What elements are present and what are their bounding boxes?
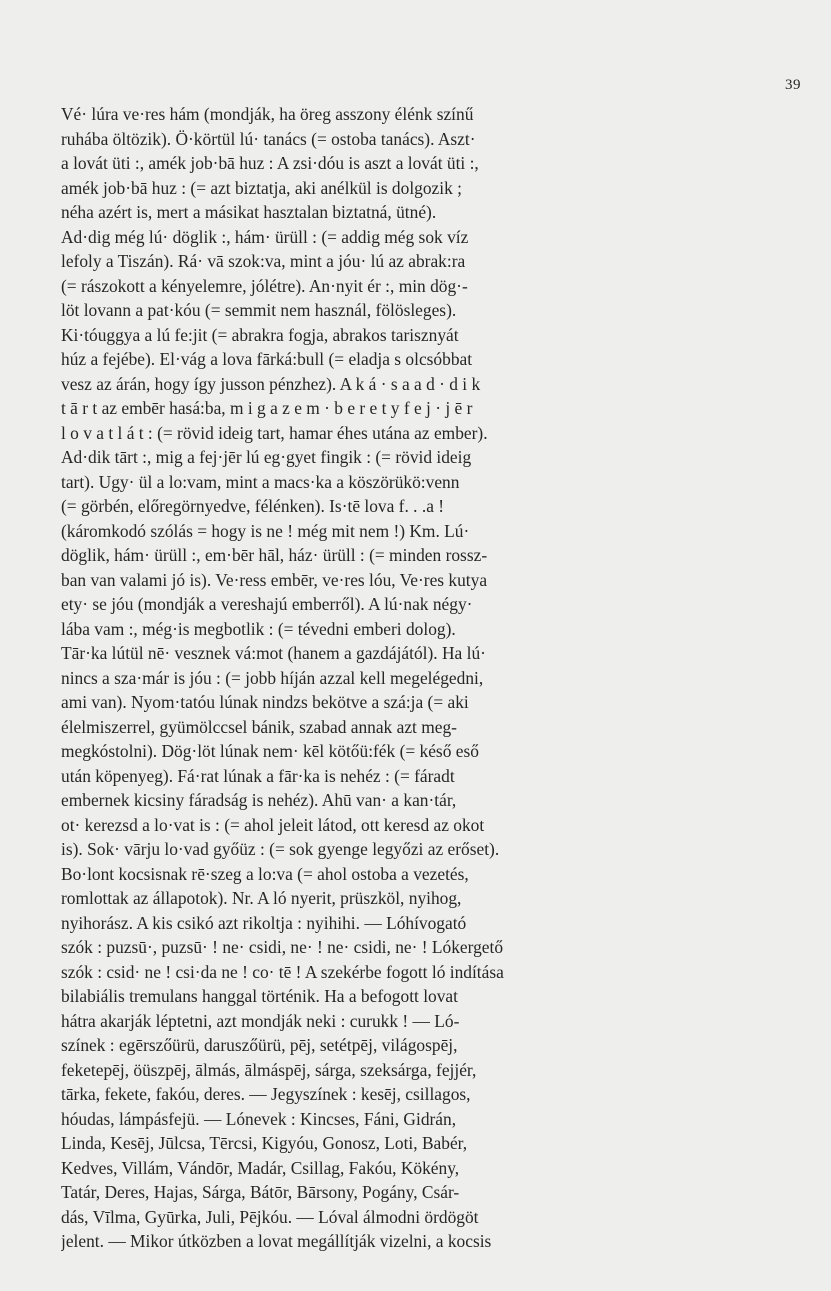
text-line: lefoly a Tiszán). Rá· vā szok:va, mint a jóu· lú az abrak:ra xyxy=(61,251,466,271)
text-line: romlottak az állapotok). Nr. A ló nyerit, prüszköl, nyihog, xyxy=(61,888,462,908)
text-line: jelent. — Mikor útközben a lovat megállítják vizelni, a kocsis xyxy=(61,1231,492,1251)
text-line: Tatár, Deres, Hajas, Sárga, Bátōr, Bārsony, Pogány, Csár- xyxy=(61,1182,460,1202)
text-line: nyihorász. A kis csikó azt rikoltja : nyihihi. — Lóhívogató xyxy=(61,912,467,933)
text-line: embernek kicsiny fáradság is nehéz). Ahū van· a kan·tár, xyxy=(61,790,457,810)
text-line: (káromkodó szólás = hogy is ne ! még mit nem !) Km. Lú· xyxy=(61,520,470,541)
text-line: ety· se jóu (mondják a vereshajú emberről). A lú·nak négy· xyxy=(61,594,473,614)
text-line: nincs a sza·már is jóu : (= jobb híján azzal kell megelégedni, xyxy=(61,667,484,688)
text-line: Ki·tóuggya a lú fe:jit (= abrakra fogja, abrakos tarisznyát xyxy=(61,324,459,345)
text-line: hóudas, lámpásfejü. — Lónevek : Kincses, Fáni, Gidrán, xyxy=(61,1108,457,1129)
text-line: élelmiszerrel, gyümölccsel bánik, szabad annak azt meg- xyxy=(61,716,457,737)
text-line: tārka, fekete, fakóu, deres. — Jegyszínek : kesēj, csillagos, xyxy=(61,1084,471,1104)
text-line: amék job·bā huz : (= azt biztatja, aki anélkül is dolgozik ; xyxy=(61,177,462,198)
text-line: Tār·ka lútül nē· vesznek vá:mot (hanem a gazdájától). Ha lú· xyxy=(61,643,486,663)
page-number: 39 xyxy=(785,77,801,93)
text-line: (= görbén, előregörnyedve, félénken). Is·tē lova f. . .a ! xyxy=(61,496,445,516)
text-line: hátra akarják léptetni, azt mondják neki : curukk ! — Ló- xyxy=(61,1010,460,1031)
text-line: ruhába öltözik). Ö·körtül lú· tanács (= ostoba tanács). Aszt· xyxy=(61,128,476,149)
text-line: néha azért is, mert a másikat hasztalan biztatná, ütné). xyxy=(61,202,437,222)
body-text xyxy=(61,102,797,1254)
text-line: Kedves, Villám, Vándōr, Madár, Csillag, Fakóu, Kökény, xyxy=(61,1157,460,1178)
text-line: löt lovann a pat·kóu (= semmit nem használ, fölösleges). xyxy=(61,300,457,320)
text-line: ban van valami jó is). Ve·ress embēr, ve·res lóu, Ve·res kutya xyxy=(61,569,488,590)
text-line: után köpenyeg). Fá·rat lúnak a fār·ka is nehéz : (= fáradt xyxy=(61,765,455,786)
text-line: szók : csid· ne ! csi·da ne ! co· tē ! A szekérbe fogott ló indítása xyxy=(61,961,504,982)
text-line: ot· kerezsd a lo·vat is : (= ahol jeleit látod, ott keresd az okot xyxy=(61,814,485,835)
text-line: bilabiális tremulans hanggal történik. Ha a befogott lovat xyxy=(61,986,458,1006)
text-line: színek : egērszőürü, daruszőürü, pēj, setétpēj, világospēj, xyxy=(61,1035,458,1055)
text-line: Ad·dik tārt :, mig a fej·jēr lú eg·gyet fingik : (= rövid ideig xyxy=(61,447,472,467)
text-line: Linda, Kesēj, Jūlcsa, Tērcsi, Kigyóu, Gonosz, Loti, Babér, xyxy=(61,1133,468,1153)
text-line: is). Sok· vārju lo·vad győüz : (= sok gyenge legyőzi az erőset). xyxy=(61,839,500,859)
text-line: Bo·lont kocsisnak rē·szeg a lo:va (= ahol ostoba a vezetés, xyxy=(61,863,469,884)
text-line: húz a fejébe). El·vág a lova fārká:bull (= eladja s olcsóbbat xyxy=(61,349,473,369)
text-line: t ā r t az embēr hasá:ba, m i g a z e m · b e r e t y f e j · j ē r xyxy=(61,398,473,418)
text-line: Vé· lúra ve·res hám (mondják, ha öreg asszony élénk színű xyxy=(61,104,474,124)
text-line: a lovát üti :, amék job·bā huz : A zsi·dóu is aszt a lovát üti :, xyxy=(61,153,479,173)
text-line: (= rászokott a kényelemre, jólétre). An·nyit ér :, min dög·- xyxy=(61,275,468,296)
text-line: szók : puzsū·, puzsū· ! ne· csidi, ne· ! ne· csidi, ne· ! Lókergető xyxy=(61,937,504,957)
text-line: Ad·dig még lú· döglik :, hám· ürüll : (= addig még sok víz xyxy=(61,226,469,247)
text-line: lába vam :, még·is megbotlik : (= tévedni emberi dolog). xyxy=(61,618,456,639)
text-line: feketepēj, öüszpēj, ālmás, ālmáspēj, sárga, szeksárga, fejjér, xyxy=(61,1059,477,1080)
text-line: ami van). Nyom·tatóu lúnak nindzs bekötve a szá:ja (= aki xyxy=(61,692,469,712)
text-line: vesz az árán, hogy így jusson pénzhez). A k á · s a a d · d i k xyxy=(61,373,481,394)
text-line: dás, Vīlma, Gyūrka, Juli, Pējkóu. — Lóval álmodni ördögöt xyxy=(61,1206,479,1227)
text-line: megkóstolni). Dög·löt lúnak nem· kēl kötőü:fék (= késő eső xyxy=(61,741,479,761)
text-line: döglik, hám· ürüll :, em·bēr hāl, ház· ürüll : (= minden rossz- xyxy=(61,545,488,565)
text-line: tart). Ugy· ül a lo:vam, mint a macs·ka a köszörükö:venn xyxy=(61,471,460,492)
text-line: l o v a t l á t : (= rövid ideig tart, hamar éhes utána az ember). xyxy=(61,422,488,443)
